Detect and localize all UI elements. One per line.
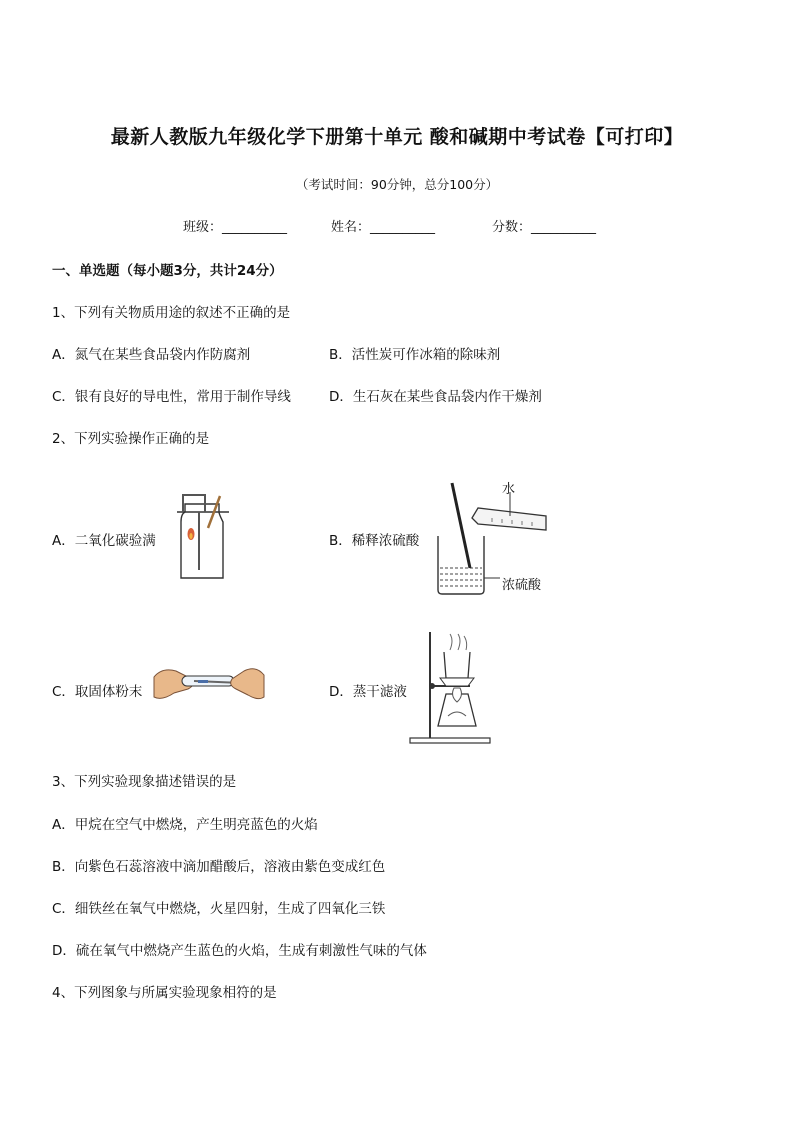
question-3-option-b[interactable]: B．向紫色石蕊溶液中滴加醋酸后，溶液由紫色变成红色 — [52, 859, 386, 875]
section-heading-single-choice: 一、单选题（每小题3分，共计24分） — [52, 263, 283, 279]
question-2-stem: 2、下列实验操作正确的是 — [52, 431, 210, 447]
question-2-option-d[interactable]: D．蒸干滤液 — [329, 684, 407, 700]
question-1-option-b[interactable]: B．活性炭可作冰箱的除味剂 — [329, 347, 501, 363]
question-3-stem: 3、下列实验现象描述错误的是 — [52, 774, 237, 790]
question-3-option-c[interactable]: C．细铁丝在氧气中燃烧，火星四射，生成了四氧化三铁 — [52, 901, 386, 917]
figure-acid-dilution-icon — [430, 478, 570, 598]
figure-co2-test-icon — [165, 492, 235, 582]
question-2-option-a[interactable]: A．二氧化碳验满 — [52, 533, 156, 549]
figure-evaporation-icon — [404, 628, 496, 746]
figure-hands-test-tube-icon — [152, 657, 267, 707]
question-2-option-c[interactable]: C．取固体粉末 — [52, 684, 143, 700]
name-field[interactable]: 姓名：__________ — [331, 220, 436, 235]
figure-b-water-label: 水 — [502, 482, 516, 497]
class-field[interactable]: 班级：__________ — [183, 220, 288, 235]
question-4-stem: 4、下列图象与所属实验现象相符的是 — [52, 985, 277, 1001]
figure-b-acid-label: 浓硫酸 — [502, 578, 542, 593]
question-2-option-b[interactable]: B．稀释浓硫酸 — [329, 533, 420, 549]
page-title: 最新人教版九年级化学下册第十单元 酸和碱期中考试卷【可打印】 — [110, 126, 684, 148]
score-field[interactable]: 分数：__________ — [492, 220, 597, 235]
exam-subtitle: （考试时间：90分钟，总分100分） — [295, 177, 499, 192]
question-3-option-d[interactable]: D．硫在氧气中燃烧产生蓝色的火焰，生成有刺激性气味的气体 — [52, 943, 427, 959]
question-1-option-c[interactable]: C．银有良好的导电性，常用于制作导线 — [52, 389, 291, 405]
question-1-option-a[interactable]: A．氮气在某些食品袋内作防腐剂 — [52, 347, 251, 363]
question-1-option-d[interactable]: D．生石灰在某些食品袋内作干燥剂 — [329, 389, 542, 405]
question-1-stem: 1、下列有关物质用途的叙述不正确的是 — [52, 305, 291, 321]
question-3-option-a[interactable]: A．甲烷在空气中燃烧，产生明亮蓝色的火焰 — [52, 817, 318, 833]
